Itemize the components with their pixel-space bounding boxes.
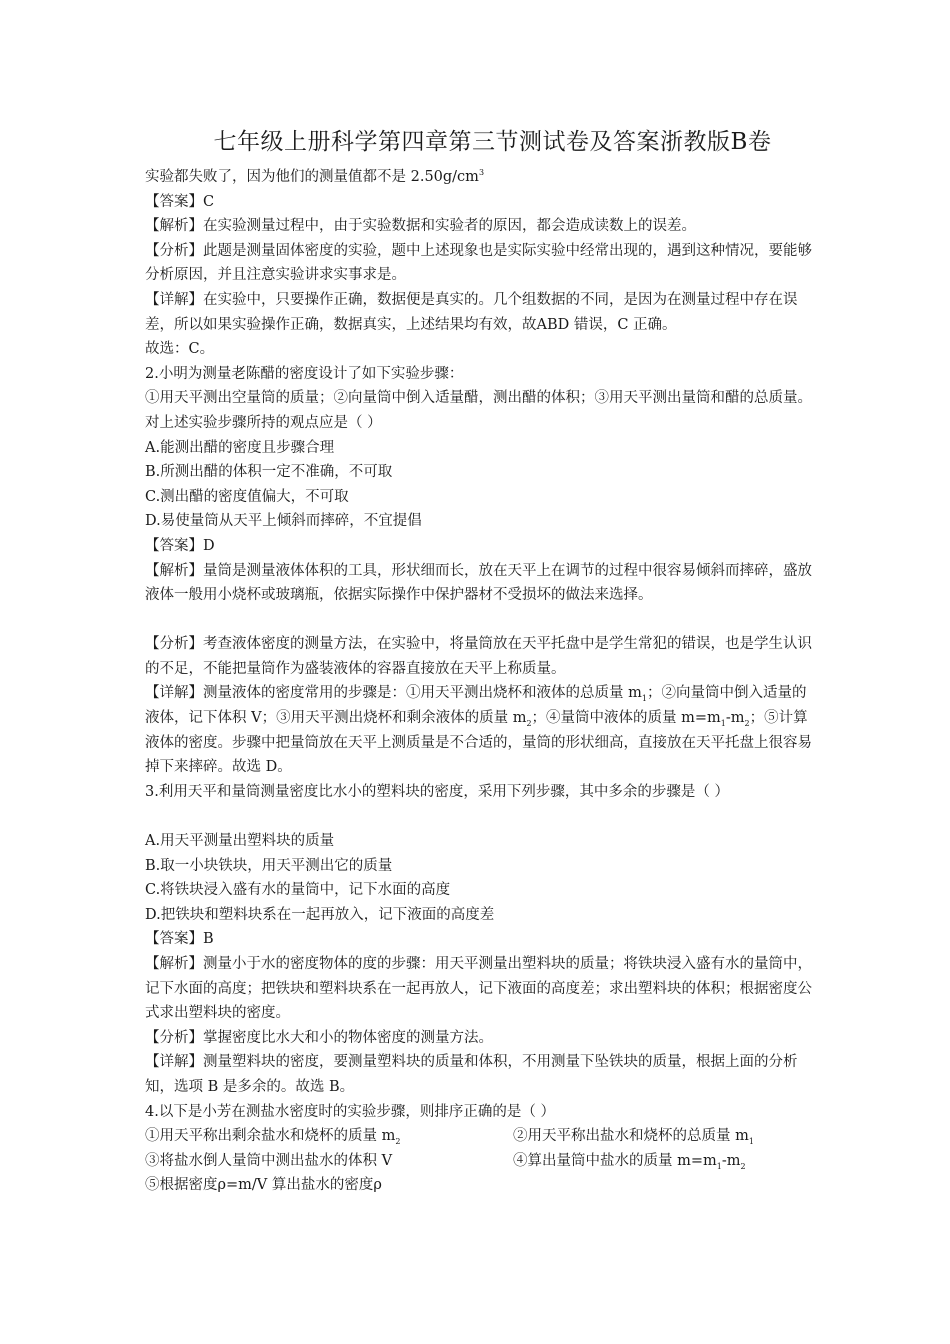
q1-fenxi: 【分析】此题是测量固体密度的实验，题中上述现象也是实际实验中经常出现的，遇到这种情况，要能够分析原因，并且注意实验讲求实事求是。 bbox=[145, 242, 812, 284]
unit-superscript: 3 bbox=[478, 168, 485, 178]
q1-continuation-text: 实验都失败了，因为他们的测量值都不是 2.50g/cm bbox=[145, 169, 479, 185]
subscript: 1 bbox=[641, 694, 647, 704]
q4-step-3: ③将盐水倒人量筒中测出盐水的体积 V bbox=[145, 1152, 393, 1169]
q4-step-1 bbox=[145, 1124, 513, 1149]
q3-option-a: A.用天平测量出塑料块的质量 bbox=[145, 833, 335, 850]
q3-analysis: 【解析】测量小于水的密度物体的度的步骤：用天平测量出塑料块的质量；将铁块浸入盛有水的量筒中，记下水面的高度；把铁块和塑料块系在一起再放人，记下液面的高度差；求出塑料块的体积；根据密度公式求出塑料块的密度。 bbox=[145, 956, 812, 1022]
q4-step-2 bbox=[513, 1124, 754, 1149]
subscript: 1 bbox=[716, 1161, 722, 1171]
q4-step-4-text: -m bbox=[721, 1152, 741, 1169]
subscript: 2 bbox=[526, 718, 532, 728]
blank-line bbox=[145, 804, 820, 829]
q3-option-b: B.取一小块铁块，用天平测出它的质量 bbox=[145, 857, 393, 874]
q2-analysis: 【解析】量筒是测量液体体积的工具，形状细而长，放在天平上在调节的过程中很容易倾斜而摔碎，盛放液体一般用小烧杯或玻璃瓶，依据实际操作中保护器材不受损坏的做法来选择。 bbox=[145, 562, 812, 604]
q3-answer: 【答案】B bbox=[145, 931, 214, 948]
q2-detail-part: 【详解】测量液体的密度常用的步骤是：①用天平测出烧杯和液体的总质量 m bbox=[145, 685, 642, 702]
q4-step-4-text: ④算出量筒中盐水的质量 m=m bbox=[513, 1152, 717, 1169]
q2-stem: 2.小明为测量老陈醋的密度设计了如下实验步骤： bbox=[145, 365, 464, 382]
q4-step-5: ⑤根据密度ρ=m/V 算出盐水的密度ρ bbox=[145, 1177, 382, 1194]
q4-step-1-text: ①用天平称出剩余盐水和烧杯的质量 m bbox=[145, 1128, 396, 1145]
q2-option-b: B.所测出醋的体积一定不准确，不可取 bbox=[145, 464, 393, 481]
q2-steps: ①用天平测出空量筒的质量；②向量筒中倒入适量醋，测出醋的体积；③用天平测出量筒和醋的总质量。对上述实验步骤所持的观点应是（ ） bbox=[145, 390, 812, 431]
q2-fenxi: 【分析】考查液体密度的测量方法，在实验中，将量筒放在天平托盘中是学生常犯的错误，也是学生认识的不足，不能把量筒作为盛装液体的容器直接放在天平上称质量。 bbox=[145, 636, 812, 677]
q4-step-4 bbox=[513, 1149, 746, 1174]
q3-detail: 【详解】测量塑料块的密度，要测量塑料块的质量和体积，不用测量下坠铁块的质量，根据上面的分析知，选项 B 是多余的。故选 B。 bbox=[145, 1054, 798, 1095]
q2-detail bbox=[145, 681, 820, 779]
subscript: 2 bbox=[740, 1161, 746, 1171]
q1-answer: 【答案】C bbox=[145, 193, 215, 210]
q2-option-a: A.能测出醋的密度且步骤合理 bbox=[145, 439, 335, 456]
q2-option-c: C.测出醋的密度值偏大，不可取 bbox=[145, 488, 349, 505]
q4-step-2-text: ②用天平称出盐水和烧杯的总质量 m bbox=[513, 1128, 749, 1145]
q4-stem: 4.以下是小芳在测盐水密度时的实验步骤，则排序正确的是（ ） bbox=[145, 1103, 555, 1120]
blank-line bbox=[145, 608, 820, 633]
q2-detail-part: -m bbox=[725, 710, 745, 727]
q3-option-c: C.将铁块浸入盛有水的量筒中，记下水面的高度 bbox=[145, 882, 451, 899]
q1-choose: 故选：C。 bbox=[145, 341, 215, 358]
document-title: 七年级上册科学第四章第三节测试卷及答案浙教版B卷 bbox=[213, 129, 772, 155]
q3-option-d: D.把铁块和塑料块系在一起再放入，记下液面的高度差 bbox=[145, 906, 495, 923]
q3-stem: 3.利用天平和量筒测量密度比水小的塑料块的密度，采用下列步骤，其中多余的步骤是（ ） bbox=[145, 783, 729, 800]
subscript: 1 bbox=[720, 718, 726, 728]
q1-analysis: 【解析】在实验测量过程中，由于实验数据和实验者的原因，都会造成读数上的误差。 bbox=[145, 218, 696, 235]
q1-detail: 【详解】在实验中，只要操作正确，数据便是真实的。几个组数据的不同，是因为在测量过程中存在误差，所以如果实验操作正确，数据真实，上述结果均有效，故ABD 错误，C 正确。 bbox=[145, 291, 798, 333]
q2-option-d: D.易使量筒从天平上倾斜而摔碎，不宜提倡 bbox=[145, 513, 422, 530]
q1-continuation bbox=[145, 165, 820, 190]
q3-fenxi: 【分析】掌握密度比水大和小的物体密度的测量方法。 bbox=[145, 1029, 493, 1046]
q4-steps-row-2 bbox=[145, 1149, 820, 1174]
q4-steps-row-1 bbox=[145, 1124, 820, 1149]
subscript: 2 bbox=[744, 718, 750, 728]
q2-detail-part: ；④量筒中液体的质量 m=m bbox=[531, 710, 721, 727]
q2-detail-part: ；②向量筒中倒入适量的液体，记下体积 V；③用天平测出烧杯和剩余液体的质量 m bbox=[145, 685, 807, 727]
q2-detail-part: ；⑤计算液体的密度。步骤中把量筒放在天平上测质量是不合适的，量筒的形状细高，直接放在天平托盘上很容易掉下来摔碎。故选 D。 bbox=[145, 710, 812, 776]
q2-answer: 【答案】D bbox=[145, 537, 215, 554]
subscript: 1 bbox=[748, 1137, 754, 1147]
subscript: 2 bbox=[395, 1137, 401, 1147]
